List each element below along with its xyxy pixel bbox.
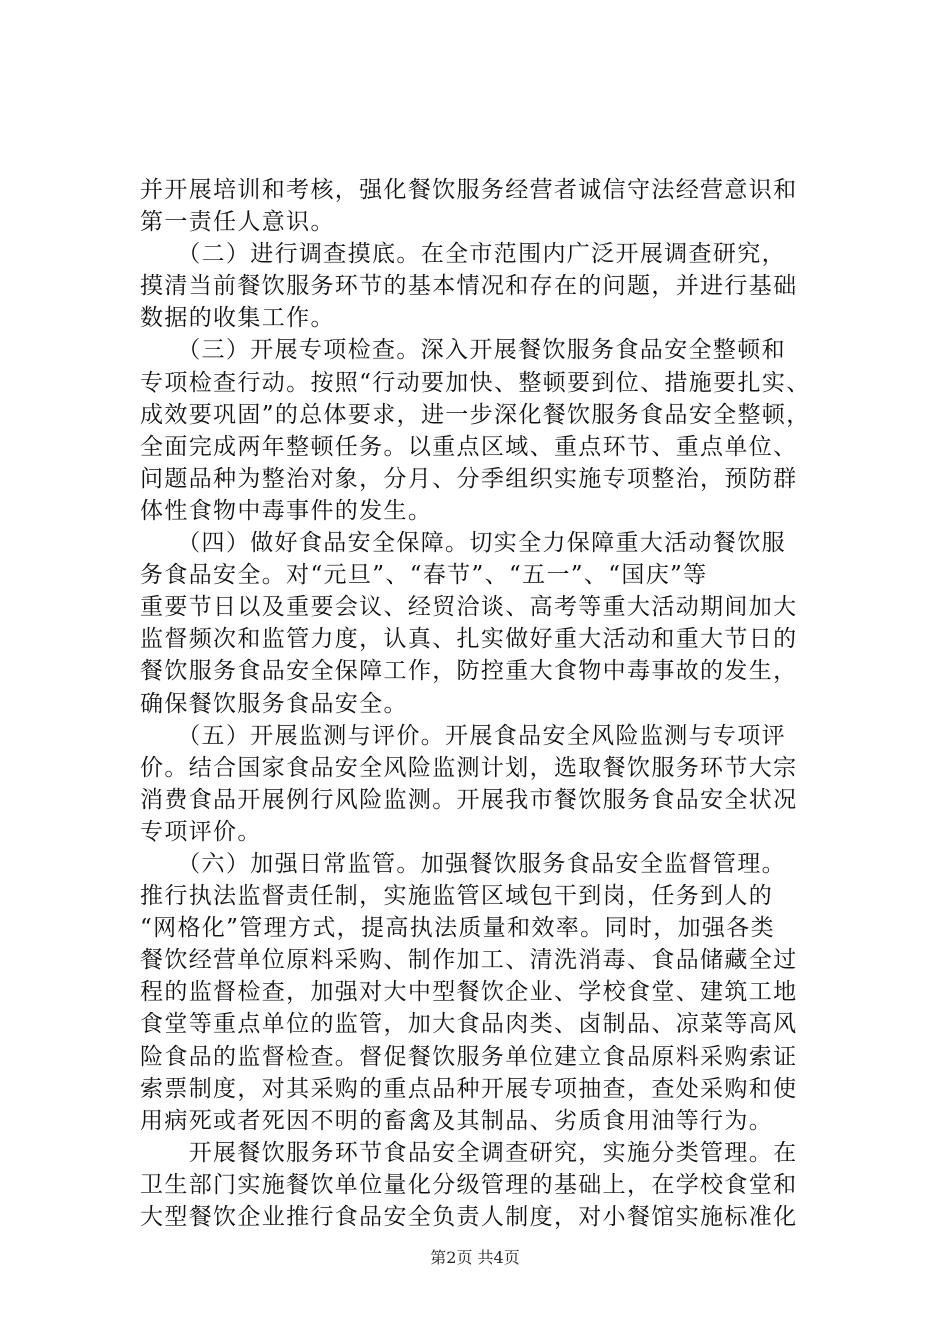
text-line: 推行执法监督责任制，实施监管区域包干到岗，任务到人的 [140, 883, 774, 910]
text-line: 索票制度，对其采购的重点品种开展专项抽查，查处采购和使 [140, 1075, 798, 1102]
text-line: 全面完成两年整顿任务。以重点区域、重点环节、重点单位、 [140, 433, 798, 460]
text-line: 程的监督检查，加强对大中型餐饮企业、学校食堂、建筑工地 [140, 979, 798, 1006]
text-line: 问题品种为整治对象，分月、分季组织实施专项整治，预防群 [140, 465, 798, 492]
text-line: 重要节日以及重要会议、经贸洽谈、高考等重大活动期间加大 [140, 594, 798, 621]
text-line: 监督频次和监管力度，认真、扎实做好重大活动和重大节日的 [140, 626, 798, 653]
text-line: 确保餐饮服务食品安全。 [140, 690, 408, 717]
text-line: 成效要巩固”的总体要求，进一步深化餐饮服务食品安全整顿， [140, 401, 811, 428]
text-line: 第一责任人意识。 [140, 209, 335, 236]
text-line: 并开展培训和考核，强化餐饮服务经营者诚信守法经营意识和 [140, 177, 798, 203]
text-line: 险食品的监督检查。督促餐饮服务单位建立食品原料采购索证 [140, 1043, 798, 1070]
text-line: 专项检查行动。按照“行动要加快、整顿要到位、措施要扎实、 [140, 369, 811, 396]
text-line: 数据的收集工作。 [140, 305, 335, 332]
text-line: “网格化”管理方式，提高执法质量和效率。同时，加强各类 [140, 915, 775, 942]
text-line: 专项评价。 [140, 818, 262, 845]
text-line: 消费食品开展例行风险监测。开展我市餐饮服务食品安全状况 [140, 786, 798, 813]
text-line: （二）进行调查摸底。在全市范围内广泛开展调查研究， [140, 241, 786, 268]
text-line: （六）加强日常监管。加强餐饮服务食品安全监督管理。 [140, 850, 786, 877]
text-line: 体性食物中毒事件的发生。 [140, 497, 433, 524]
text-line: 开展餐饮服务环节食品安全调查研究，实施分类管理。在 [140, 1139, 798, 1166]
text-line: 食堂等重点单位的监管，加大食品肉类、卤制品、凉菜等高风 [140, 1011, 798, 1038]
text-line: 用病死或者死因不明的畜禽及其制品、劣质食用油等行为。 [140, 1107, 774, 1134]
text-line: （三）开展专项检查。深入开展餐饮服务食品安全整顿和 [140, 337, 786, 364]
document-body [140, 174, 820, 1233]
text-line: 餐饮服务食品安全保障工作，防控重大食物中毒事故的发生， [140, 658, 798, 685]
text-line: 务食品安全。对“元旦”、“春节”、“五一”、“国庆”等 [140, 562, 708, 589]
text-line: （五）开展监测与评价。开展食品安全风险监测与专项评 [140, 722, 786, 749]
text-line: 卫生部门实施餐饮单位量化分级管理的基础上，在学校食堂和 [140, 1171, 798, 1198]
text-line: 摸清当前餐饮服务环节的基本情况和存在的问题，并进行基础 [140, 273, 798, 300]
page-footer: 第2页 共4页 [430, 1248, 520, 1267]
text-line: 大型餐饮企业推行食品安全负责人制度，对小餐馆实施标准化 [140, 1204, 798, 1230]
text-line: （四）做好食品安全保障。切实全力保障重大活动餐饮服 [140, 530, 786, 557]
text-line: 餐饮经营单位原料采购、制作加工、清洗消毒、食品储藏全过 [140, 947, 798, 974]
text-line: 价。结合国家食品安全风险监测计划，选取餐饮服务环节大宗 [140, 754, 798, 781]
